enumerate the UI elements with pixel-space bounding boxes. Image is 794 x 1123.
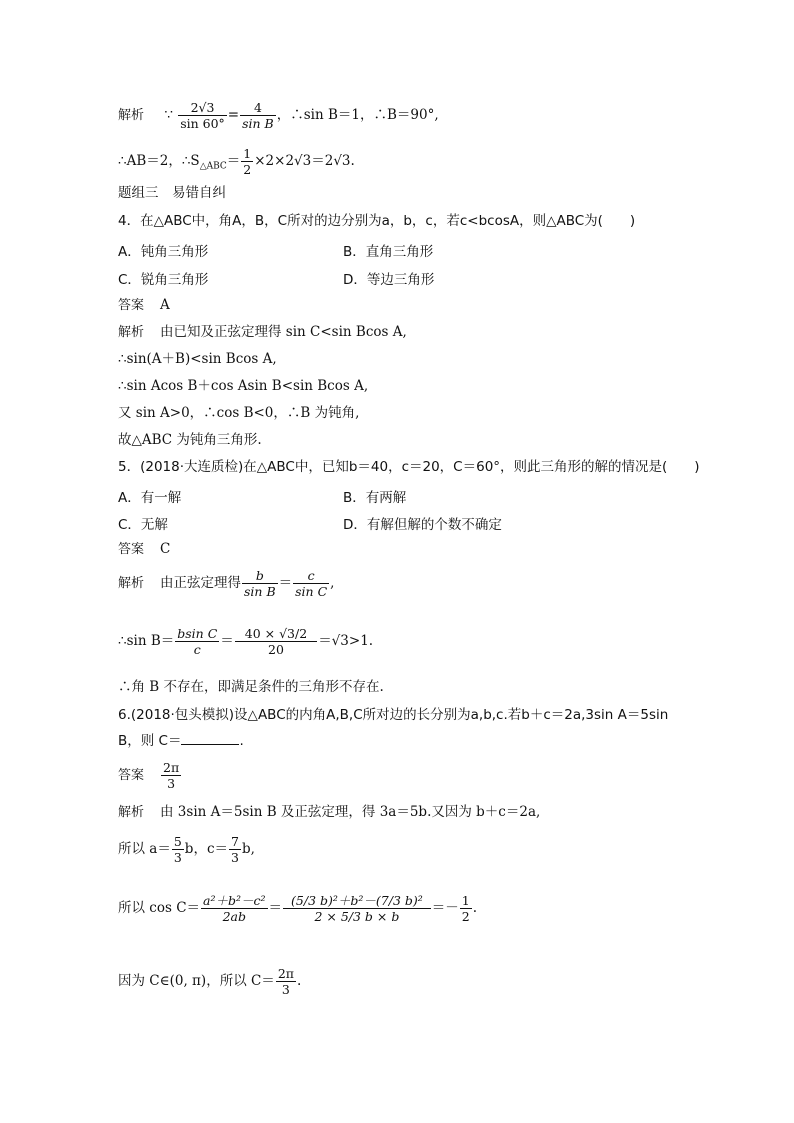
- analysis-label: 解析: [118, 805, 145, 820]
- q6-analysis-line-2: 所以 a＝ $\frac{5}{3}$ b，c＝ $\frac{7}{3}$ b,: [118, 834, 255, 865]
- q4-analysis-line-5: 故△ABC 为钝角三角形.: [118, 432, 262, 448]
- because-symbol: ∵: [164, 107, 173, 123]
- question-6-stem-line-2: B，则 C＝ .: [118, 733, 244, 749]
- fraction: $\frac{2√3}{\sin 60^\circ}$: [180, 100, 225, 131]
- q5-analysis-line-2: ∴sin B＝ $\frac{\text{bsin C}}{c}$ ＝ $\frac{40 \times √3/2}{20}$ ＝√3>1.: [118, 626, 374, 657]
- q5-option-c: C．无解: [118, 517, 168, 533]
- fraction: $\frac{1}{2}$: [461, 893, 470, 924]
- q6-answer: [118, 760, 182, 791]
- fraction: $\frac{40 \times √3/2}{20}$: [235, 626, 317, 657]
- fraction: $\frac{c}{\text{sin C}}$: [295, 568, 328, 599]
- q4-analysis-line-4: 又 sin A>0，∴cos B<0，∴B 为钝角,: [118, 405, 360, 421]
- q5-analysis-line-3: ∴角 B 不存在，即满足条件的三角形不存在.: [118, 679, 384, 695]
- q4-analysis-line-3: ∴sin Acos B＋cos Asin B<sin Bcos A,: [118, 378, 369, 394]
- answer-label: 答案: [118, 768, 145, 783]
- question-6-stem-line-1: 6.(2018·包头模拟)设△ABC的内角A,B,C所对边的长分别为a,b,c.若b＋c＝2a,3sin A＝5sin: [118, 707, 669, 723]
- fraction: $\frac{1}{2}$: [243, 146, 252, 177]
- answer-label: 答案: [118, 298, 145, 313]
- q6-analysis-line-4: 因为 C∈(0, π)，所以 C＝ $\frac{2\pi}{3}$ .: [118, 966, 302, 997]
- analysis-line-1: 解析 ∵ $\frac{2√3}{\sin 60^\circ}$ = $\frac{4}{\text{sin B}}$ ，∴sin B＝1，∴B＝90°,: [118, 100, 439, 131]
- q5-analysis-line-1: 解析 由正弦定理得 $\frac{b}{\text{sin B}}$ ＝ $\frac{c}{\text{sin C}}$ ,: [118, 568, 335, 599]
- q4-answer: 答案 A: [118, 297, 170, 313]
- analysis-label: 解析: [118, 108, 145, 123]
- fraction: $\frac{\text{a²＋b²－c²}}{2ab}$: [203, 893, 266, 924]
- q5-option-a: A．有一解: [118, 490, 182, 506]
- q5-answer: 答案 C: [118, 541, 171, 557]
- q4-analysis-line-1: 解析 由已知及正弦定理得 sin C<sin Bcos A,: [118, 324, 407, 340]
- q5-option-d: D．有解但解的个数不确定: [343, 517, 502, 533]
- q4-option-b: B．直角三角形: [343, 244, 434, 260]
- fraction: $\frac{4}{\text{sin B}}$: [242, 100, 274, 131]
- q6-analysis-line-1: 解析 由 3sin A＝5sin B 及正弦定理，得 3a＝5b.又因为 b＋c＝2a,: [118, 804, 541, 820]
- fraction: $\frac{2\pi}{3}$: [277, 966, 294, 997]
- q5-option-b: B．有两解: [343, 490, 407, 506]
- analysis-label: 解析: [118, 325, 145, 340]
- answer-blank: [181, 732, 239, 745]
- fraction: $\frac{2\pi}{3}$: [163, 760, 180, 791]
- q4-option-d: D．等边三角形: [343, 272, 435, 288]
- analysis-line-2: ∴AB＝2，$\therefore S_{\triangle ABC}=$ $\frac{1}{2}$ ×2×2√3＝2√3.: [118, 146, 355, 177]
- analysis-label: 解析: [118, 576, 145, 591]
- q6-analysis-line-3: 所以 cos C＝ $\frac{\text{a²＋b²－c²}}{2ab}$ ＝ $\frac{\text{(5/3 b)²＋b²－(7/3 b)²}}{2 \times 5/3 b \times b}$ ＝－ $\frac{1}{2}$ .: [118, 893, 478, 924]
- q4-option-a: A．钝角三角形: [118, 244, 209, 260]
- question-4-stem: 4．在△ABC中，角A，B，C所对的边分别为a，b，c，若c<bcosA，则△ABC为( ): [118, 213, 636, 229]
- q4-analysis-line-2: ∴sin(A＋B)<sin Bcos A,: [118, 351, 277, 367]
- fraction: $\frac{b}{\text{sin B}}$: [244, 568, 276, 599]
- question-5-stem: 5．(2018·大连质检)在△ABC中，已知b＝40，c＝20，C＝60°，则此三角形的解的情况是( ): [118, 459, 700, 475]
- answer-label: 答案: [118, 542, 145, 557]
- fraction: $\frac{\text{bsin C}}{c}$: [177, 626, 218, 657]
- fraction: $\frac{5}{3}$: [173, 834, 182, 865]
- fraction: $\frac{\text{(5/3 b)²＋b²－(7/3 b)²}}{2 \times 5/3 b \times b}$: [283, 893, 431, 924]
- group-title: 题组三 易错自纠: [118, 185, 226, 201]
- q4-option-c: C．锐角三角形: [118, 272, 209, 288]
- fraction: $\frac{7}{3}$: [231, 834, 239, 865]
